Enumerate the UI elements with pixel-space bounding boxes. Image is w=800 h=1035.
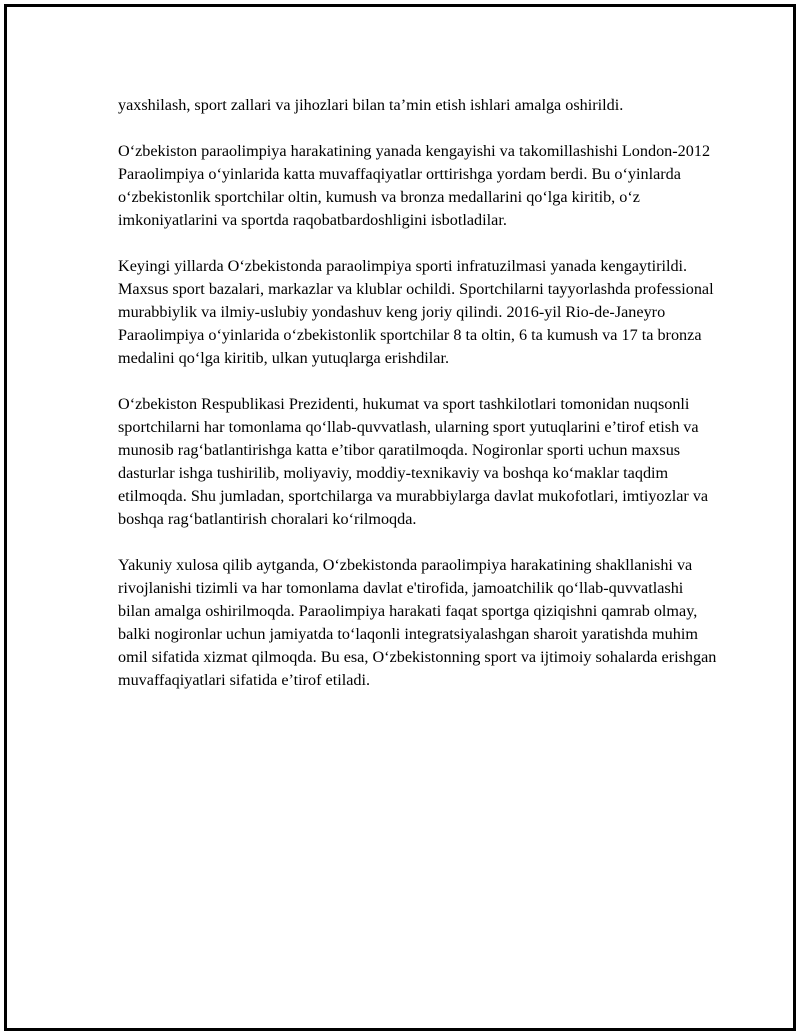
- paragraph-4: O‘zbekiston Respublikasi Prezidenti, hukumat va sport tashkilotlari tomonidan nuqsonli sportchilarni har tomonlama qo‘llab-quvvatlash, ularning sport yutuqlarini e’tirof etish va munosib rag‘batlantirishga katta e’tibor qaratilmoqda. Nogironlar sporti uchun maxsus dasturlar ishga tushirilib, moliyaviy, moddiy-texnikaviy va boshqa ko‘maklar taqdim etilmoqda. Shu jumladan, sportchilarga va murabbiylarga davlat mukofotlari, imtiyozlar va boshqa rag‘batlantirish choralari ko‘rilmoqda.: [118, 395, 709, 528]
- document-body: [118, 94, 718, 715]
- paragraph-3: Keyingi yillarda O‘zbekistonda paraolimpiya sporti infratuzilmasi yanada kengaytirildi. Maxsus sport bazalari, markazlar va klublar ochildi. Sportchilarni tayyorlashda professional murabbiylik va ilmiy-uslubiy yondashuv keng joriy qilindi. 2016-yil Rio-de-Janeyro Paraolimpiya o‘yinlarida o‘zbekistonlik sportchilar 8 ta oltin, 6 ta kumush va 17 ta bronza medalini qo‘lga kiritib, ulkan yutuqlarga erishdilar.: [118, 257, 714, 367]
- paragraph-2: O‘zbekiston paraolimpiya harakatining yanada kengayishi va takomillashishi London-2012 Paraolimpiya o‘yinlarida katta muvaffaqiyatlar orttirishga yordam berdi. Bu o‘yinlarda o‘zbekistonlik sportchilar oltin, kumush va bronza medallarini qo‘lga kiritib, o‘z imkoniyatlarini va sportda raqobatbardoshligini isbotladilar.: [118, 142, 711, 229]
- paragraph-1: yaxshilash, sport zallari va jihozlari bilan ta’min etish ishlari amalga oshirildi.: [118, 96, 624, 114]
- paragraph-5: Yakuniy xulosa qilib aytganda, O‘zbekistonda paraolimpiya harakatining shakllanishi va rivojlanishi tizimli va har tomonlama davlat e'tirofida, jamoatchilik qo‘llab-quvvatlashi bilan amalga oshirilmoqda. Paraolimpiya harakati faqat sportga qiziqishni qamrab olmay, balki nogironlar uchun jamiyatda to‘laqonli integratsiyalashgan sharoit yaratishda muhim omil sifatida xizmat qilmoqda. Bu esa, O‘zbekistonning sport va ijtimoiy sohalarda erishgan muvaffaqiyatlari sifatida e’tirof etiladi.: [118, 556, 717, 689]
